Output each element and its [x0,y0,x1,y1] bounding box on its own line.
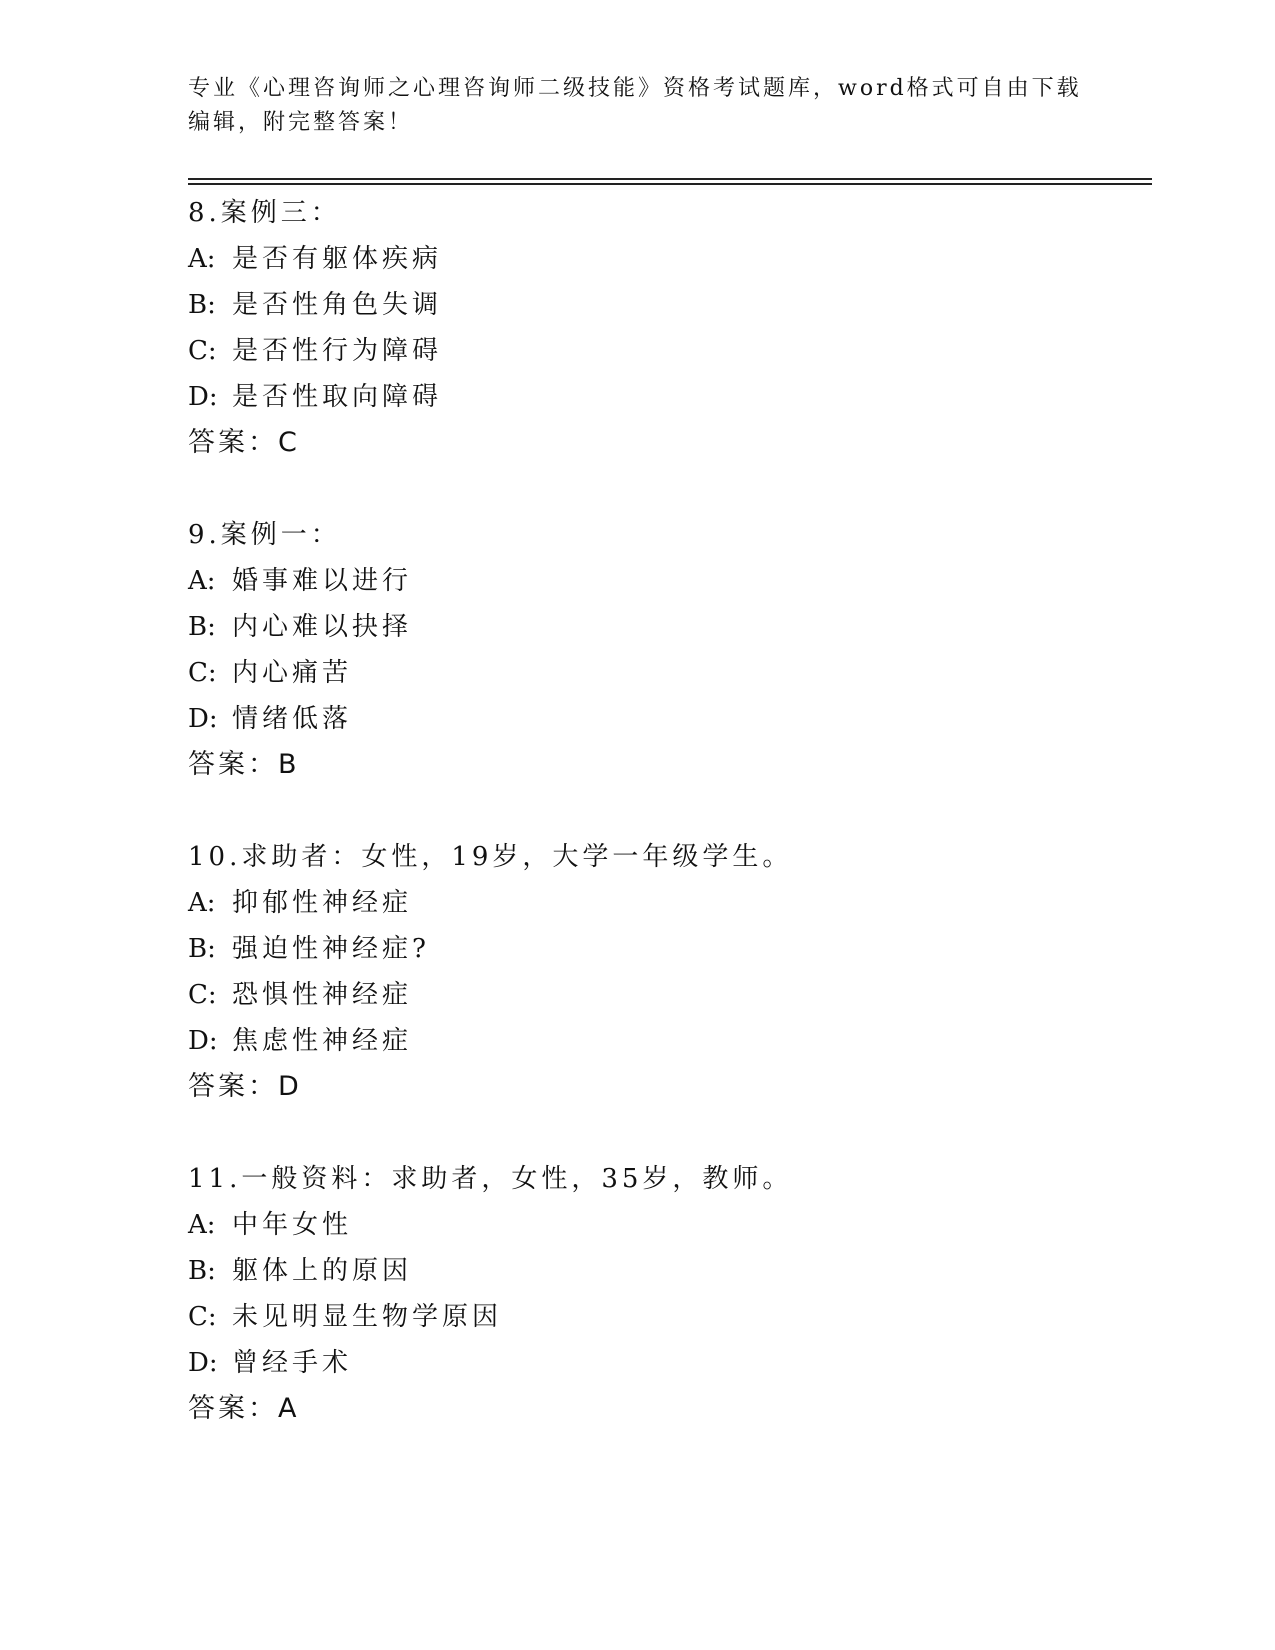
option-key: C: [188,980,217,1010]
option-key: A: [188,1210,216,1240]
answer-value: D [278,1071,299,1102]
option-text: 未见明显生物学原因 [232,1302,503,1332]
question-item [188,834,1148,1110]
option-c [188,328,1148,374]
option-key: B: [188,612,216,642]
answer-line [188,1064,1148,1110]
option-text: 抑郁性神经症 [232,888,413,918]
option-key: B: [188,934,216,964]
option-c [188,650,1148,696]
option-b [188,926,1148,972]
option-d [188,374,1148,420]
header-divider-top [188,178,1152,180]
option-b [188,1248,1148,1294]
option-text: 是否性取向障碍 [232,382,443,412]
option-d [188,1340,1148,1386]
question-stem: 9.案例一： [188,520,341,550]
option-key: B: [188,1256,216,1286]
answer-line [188,742,1148,788]
option-text: 焦虑性神经症 [232,1026,413,1056]
option-key: A: [188,888,216,918]
answer-label: 答案： [188,427,278,458]
option-text: 情绪低落 [232,704,353,734]
option-a [188,880,1148,926]
question-stem: 10.求助者：女性，19岁，大学一年级学生。 [188,842,793,872]
option-text: 内心痛苦 [232,658,353,688]
question-item [188,512,1148,788]
answer-line [188,1386,1148,1432]
option-text: 中年女性 [232,1210,353,1240]
option-b [188,282,1148,328]
answer-label: 答案： [188,749,278,780]
answer-value: B [278,749,297,780]
header-divider-bottom [188,183,1152,185]
option-key: D: [188,1026,218,1056]
option-a [188,558,1148,604]
option-b [188,604,1148,650]
option-c [188,1294,1148,1340]
question-stem: 8.案例三： [188,198,341,228]
option-d [188,696,1148,742]
option-key: C: [188,658,217,688]
option-text: 婚事难以进行 [232,566,413,596]
option-key: D: [188,382,218,412]
answer-label: 答案： [188,1071,278,1102]
answer-value: C [278,427,297,458]
option-key: D: [188,1348,218,1378]
option-a [188,1202,1148,1248]
header-line-2: 编辑，附完整答案！ [188,110,414,135]
question-item [188,190,1148,466]
question-item [188,1156,1148,1432]
option-text: 是否性角色失调 [232,290,443,320]
option-key: D: [188,704,218,734]
answer-value: A [278,1393,297,1424]
option-key: C: [188,336,217,366]
option-d [188,1018,1148,1064]
option-text: 曾经手术 [232,1348,353,1378]
option-text: 是否性行为障碍 [232,336,443,366]
header-line-1: 专业《心理咨询师之心理咨询师二级技能》资格考试题库，word格式可自由下载 [188,76,1082,101]
question-list [188,190,1148,1478]
answer-label: 答案： [188,1393,278,1424]
question-stem: 11.一般资料：求助者，女性，35岁，教师。 [188,1164,793,1194]
option-text: 躯体上的原因 [232,1256,413,1286]
option-key: B: [188,290,216,320]
option-text: 是否有躯体疾病 [232,244,443,274]
option-text: 恐惧性神经症 [232,980,413,1010]
answer-line [188,420,1148,466]
option-text: 内心难以抉择 [232,612,413,642]
option-key: A: [188,566,216,596]
option-text: 强迫性神经症? [232,934,430,964]
option-key: A: [188,244,216,274]
option-a [188,236,1148,282]
option-c [188,972,1148,1018]
option-key: C: [188,1302,217,1332]
document-header [188,72,1088,140]
